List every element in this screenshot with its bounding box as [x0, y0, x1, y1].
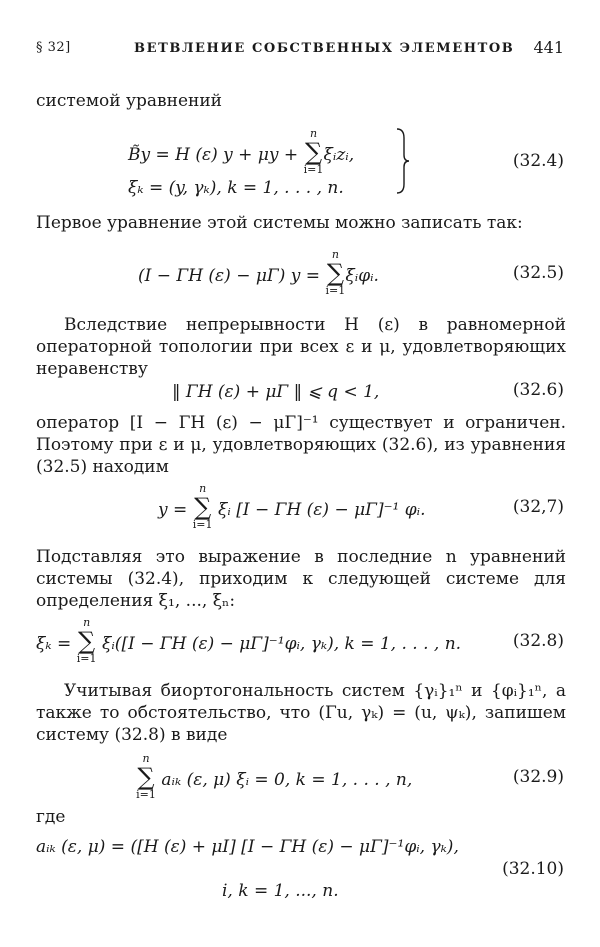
equation-number-32-8: (32.8)	[512, 631, 564, 651]
equation-number-32-9: (32.9)	[512, 767, 564, 787]
sigma: ∑	[137, 763, 155, 791]
eq-7-left: y =	[158, 500, 193, 520]
sum-upper-limit: n	[142, 752, 150, 765]
paragraph-6-text: Учитывая биортогональность систем {γᵢ}₁ⁿ и {φᵢ}₁ⁿ, а также то обстоятельство, что (Γu, γₖ) = (u, ψₖ), запишем систему (32.8) в виде	[36, 681, 566, 745]
text-line-1: системой уравнений	[36, 91, 223, 111]
sum-symbol	[136, 752, 156, 801]
equation-number-32-6: (32.6)	[512, 380, 564, 400]
equation-32-4-line-1	[128, 127, 355, 176]
paragraph-3	[36, 314, 566, 380]
sigma: ∑	[194, 493, 212, 521]
paragraph-4: оператор [I − ΓH (ε) − μΓ]⁻¹ существует и ограничен. Поэтому при ε и μ, удовлетворяющих (32.6), из уравнения (32.5) находим	[36, 413, 566, 477]
sum-lower-limit: i=1	[136, 788, 156, 801]
equation-number-32-10: (32.10)	[502, 859, 564, 879]
equation-32-6: ‖ ΓH (ε) + μΓ ‖ ⩽ q < 1,	[172, 382, 380, 402]
text-line-2: Первое уравнение этой системы можно записать так:	[36, 213, 523, 233]
equation-32-4-line-2: ξₖ = (y, γₖ), k = 1, . . . , n.	[128, 178, 344, 198]
eq-8-left: ξₖ =	[36, 634, 77, 654]
eq-5-right: ξᵢφᵢ.	[345, 266, 379, 286]
sum-upper-limit: n	[331, 248, 339, 261]
eq-9-right: aᵢₖ (ε, μ) ξᵢ = 0, k = 1, . . . , n,	[156, 770, 413, 790]
equation-32-5	[138, 248, 379, 297]
equation-number-32-5: (32.5)	[512, 263, 564, 283]
text-line-7: где	[36, 807, 66, 827]
sum-symbol	[325, 248, 346, 297]
sum-upper-limit: n	[83, 616, 91, 629]
sum-lower-limit: i=1	[76, 652, 97, 665]
running-header	[36, 38, 564, 62]
eq-5-left: (I − ΓH (ε) − μΓ) y =	[138, 266, 326, 286]
header-title: ВЕТВЛЕНИЕ СОБСТВЕННЫХ ЭЛЕМЕНТОВ	[134, 41, 515, 56]
sum-symbol	[303, 127, 324, 176]
paragraph-5: Подставляя это выражение в последние n уравнений системы (32.4), приходим к следующей системе для определения ξ₁, ..., ξₙ:	[36, 547, 566, 611]
equation-32-7	[158, 482, 426, 531]
sum-upper-limit: n	[199, 482, 207, 495]
sigma: ∑	[78, 627, 96, 655]
sum-upper-limit: n	[309, 127, 318, 140]
page-number: 441	[533, 38, 564, 57]
paragraph-3-text: Вследствие непрерывности H (ε) в равномерной операторной топологии при всех ε и μ, удовлетворяющих неравенству	[36, 315, 566, 379]
equation-number-32-7: (32,7)	[512, 497, 564, 517]
sum-symbol	[76, 616, 97, 665]
right-brace	[395, 128, 411, 194]
eq-4a-left: B̃y = H (ε) y + μy +	[128, 145, 304, 165]
sum-symbol	[192, 482, 213, 531]
eq-8-right: ξᵢ([I − ΓH (ε) − μΓ]⁻¹φᵢ, γₖ), k = 1, . . . , n.	[96, 634, 462, 654]
equation-32-10-line-1: aᵢₖ (ε, μ) = ([H (ε) + μI] [I − ΓH (ε) − μΓ]⁻¹φᵢ, γₖ),	[36, 837, 459, 857]
eq-7-right: ξᵢ [I − ΓH (ε) − μΓ]⁻¹ φᵢ.	[212, 500, 426, 520]
eq-4a-right: ξᵢzᵢ,	[323, 145, 355, 165]
sigma: ∑	[326, 259, 344, 287]
equation-32-8	[36, 616, 462, 665]
sigma: ∑	[304, 138, 323, 166]
paragraph-6	[36, 680, 566, 746]
header-section: § 32]	[36, 40, 71, 55]
equation-32-9	[136, 752, 413, 801]
equation-number-32-4: (32.4)	[512, 151, 564, 171]
equation-32-10-line-2: i, k = 1, ..., n.	[222, 881, 339, 901]
sum-lower-limit: i=1	[325, 284, 346, 297]
sum-lower-limit: i=1	[303, 163, 324, 176]
sum-lower-limit: i=1	[192, 518, 213, 531]
